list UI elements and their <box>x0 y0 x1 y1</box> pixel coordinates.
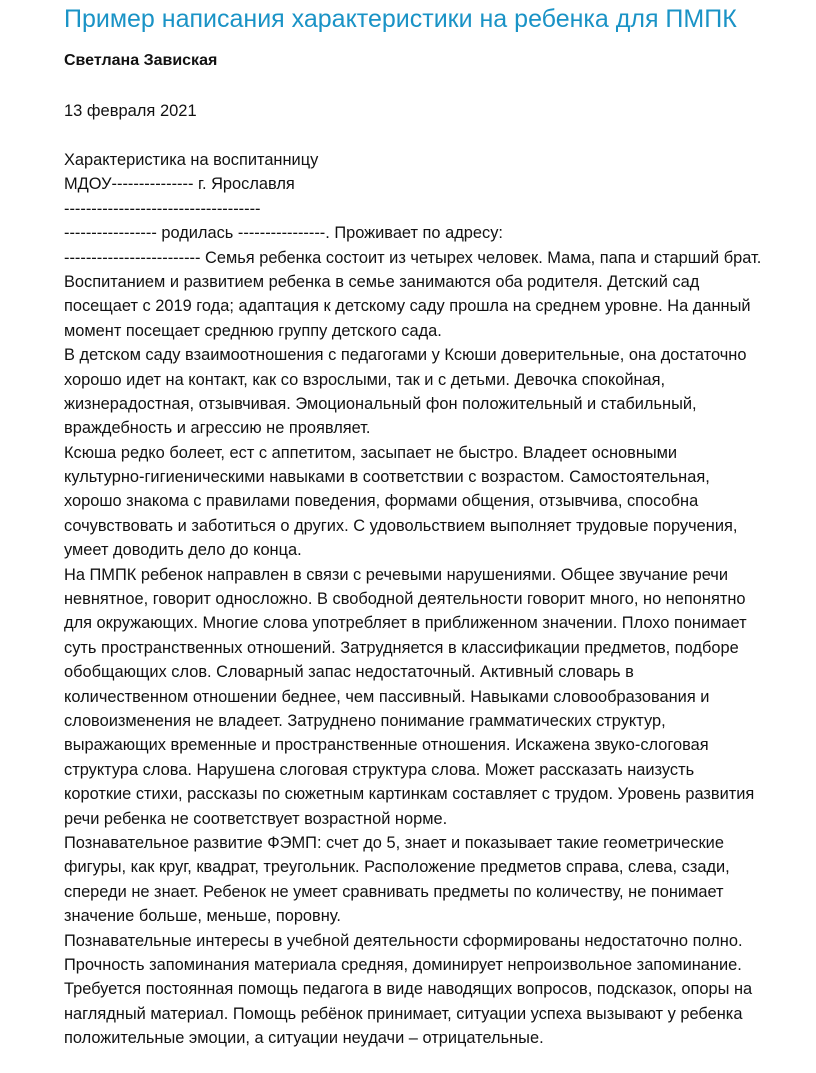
body-line: Воспитанием и развитием ребенка в семье занимаются оба родителя. Детский сад <box>64 272 700 291</box>
body-line: ----------------- родилась ----------------. Проживает по адресу: <box>64 224 503 243</box>
body-line: спереди не знает. Ребенок не умеет сравнивать предметы по количеству, не понимает <box>64 882 724 901</box>
publish-date: 13 февраля 2021 <box>64 102 197 120</box>
body-line: суть пространственных отношений. Затрудняется в классификации предметов, подборе <box>64 638 739 657</box>
body-line: количественном отношении беднее, чем пассивный. Навыками словообразования и <box>64 687 710 706</box>
body-line: Ксюша редко болеет, ест с аппетитом, засыпает не быстро. Владеет основными <box>64 443 678 462</box>
body-line: Познавательные интересы в учебной деятельности сформированы недостаточно полно. <box>64 931 743 950</box>
body-line: короткие стихи, рассказы по сюжетным картинкам составляет с трудом. Уровень развития <box>64 785 755 804</box>
body-line: словоизменения не владеет. Затруднено понимание грамматических структур, <box>64 711 666 730</box>
body-line: хорошо идет на контакт, как со взрослыми, так и с детьми. Девочка спокойная, <box>64 370 666 389</box>
body-line: хорошо знакома с правилами поведения, формами общения, отзывчива, способна <box>64 492 699 511</box>
body-line: Прочность запоминания материала средняя, доминирует непроизвольное запоминание. <box>64 955 742 974</box>
body-line: культурно-гигиеническими навыками в соответствии с возрастом. Самостоятельная, <box>64 468 710 487</box>
body-line: значение больше, меньше, поровну. <box>64 907 341 926</box>
body-line: сочувствовать и заботиться о других. С удовольствием выполняет трудовые поручения, <box>64 516 738 535</box>
body-line: ------------------------------------ <box>64 199 261 218</box>
body-line: умеет доводить дело до конца. <box>64 541 302 560</box>
body-line: ------------------------- Семья ребенка состоит из четырех человек. Мама, папа и старший брат. <box>64 248 762 267</box>
body-line: МДОУ--------------- г. Ярославля <box>64 175 295 194</box>
body-line: речи ребенка не соответствует возрастной норме. <box>64 809 448 828</box>
body-line: посещает с 2019 года; адаптация к детскому саду прошла на среднем уровне. На данный <box>64 297 751 316</box>
body-line: В детском саду взаимоотношения с педагогами у Ксюши доверительные, она достаточно <box>64 346 747 365</box>
author-name: Светлана Завиская <box>64 52 218 69</box>
body-line: выражающих временные и пространственные отношения. Искажена звуко-слоговая <box>64 736 709 755</box>
document-body <box>64 148 816 1050</box>
body-line: структура слова. Нарушена слоговая структура слова. Может рассказать наизусть <box>64 760 695 779</box>
body-line: Требуется постоянная помощь педагога в виде наводящих вопросов, подсказок, опоры на <box>64 980 753 999</box>
body-line: положительные эмоции, а ситуации неудачи – отрицательные. <box>64 1029 544 1048</box>
body-line: обобщающих слов. Словарный запас недостаточный. Активный словарь в <box>64 663 634 682</box>
document-title: Пример написания характеристики на ребенка для ПМПК <box>64 5 737 33</box>
body-line: Познавательное развитие ФЭМП: счет до 5, знает и показывает такие геометрические <box>64 833 724 852</box>
body-line: Характеристика на воспитанницу <box>64 151 319 169</box>
body-line: враждебность и агрессию не проявляет. <box>64 419 371 438</box>
body-line: На ПМПК ребенок направлен в связи с речевыми нарушениями. Общее звучание речи <box>64 565 728 584</box>
body-line: момент посещает среднюю группу детского сада. <box>64 321 442 340</box>
body-line: фигуры, как круг, квадрат, треугольник. Расположение предметов справа, слева, сзади, <box>64 858 730 877</box>
body-line: жизнерадостная, отзывчивая. Эмоциональный фон положительный и стабильный, <box>64 394 697 413</box>
body-line: невнятное, говорит односложно. В свободной деятельности говорит много, но непонятно <box>64 590 746 609</box>
body-line: для окружающих. Многие слова употребляет в приближенном значении. Плохо понимает <box>64 614 747 633</box>
body-line: наглядный материал. Помощь ребёнок принимает, ситуации успеха вызывают у ребенка <box>64 1004 743 1023</box>
